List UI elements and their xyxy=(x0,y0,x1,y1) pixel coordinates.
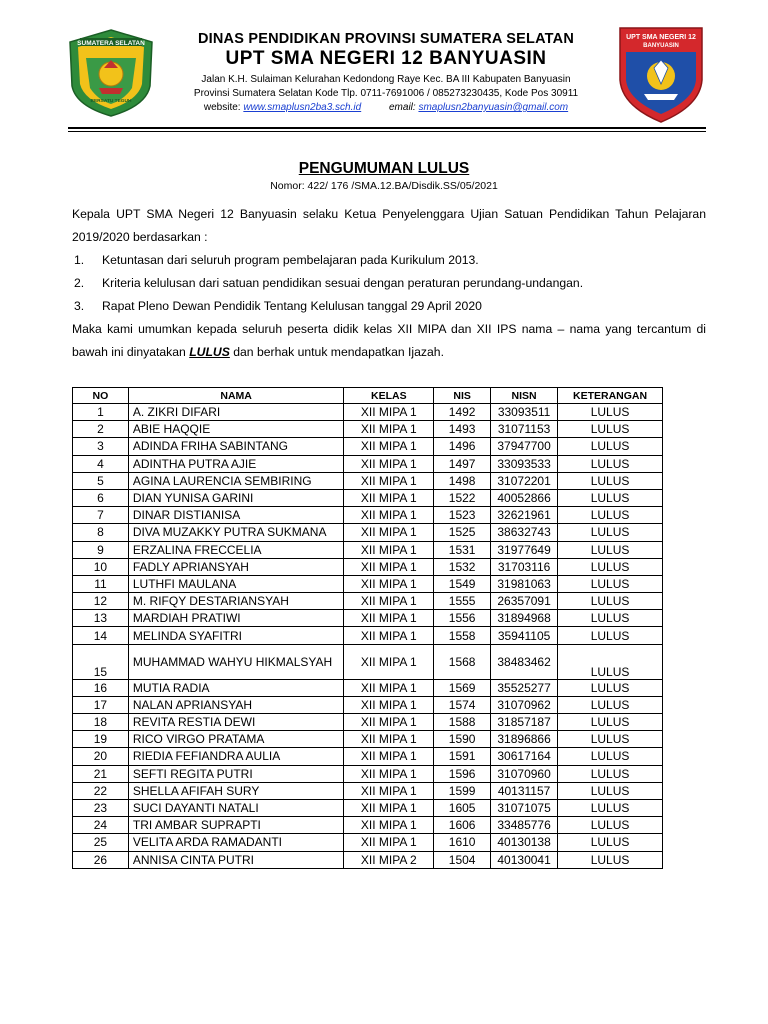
lulus-emphasis: LULUS xyxy=(189,345,230,359)
cell-keterangan: LULUS xyxy=(558,817,663,834)
table-row xyxy=(73,438,663,455)
cell-no: 26 xyxy=(73,851,129,868)
cell-kelas: XII MIPA 1 xyxy=(344,455,434,472)
table-row xyxy=(73,817,663,834)
cell-nisn: 31857187 xyxy=(491,714,558,731)
logo-left-bottom-text: BERSATU TEGUH xyxy=(90,99,132,104)
cell-nisn: 31977649 xyxy=(491,541,558,558)
logo-right-text-line-1: UPT SMA NEGERI 12 xyxy=(626,34,696,41)
table-row xyxy=(73,679,663,696)
cell-no: 15 xyxy=(73,644,129,679)
list-item xyxy=(72,249,706,272)
cell-nis: 1504 xyxy=(434,851,491,868)
website-link[interactable]: www.smaplusn2ba3.sch.id xyxy=(243,102,362,113)
cell-kelas: XII MIPA 1 xyxy=(344,507,434,524)
cell-nisn: 26357091 xyxy=(491,593,558,610)
email-label: email: xyxy=(388,102,416,113)
cell-keterangan: LULUS xyxy=(558,714,663,731)
graduation-table xyxy=(72,387,663,869)
contact-line xyxy=(156,101,616,115)
cell-nis: 1525 xyxy=(434,524,491,541)
cell-keterangan: LULUS xyxy=(558,627,663,644)
cell-nama: RIEDIA FEFIANDRA AULIA xyxy=(128,748,344,765)
list-item-text: Ketuntasan dari seluruh program pembelajaran pada Kurikulum 2013. xyxy=(102,253,479,267)
cell-nama: ADINTHA PUTRA AJIE xyxy=(128,455,344,472)
cell-nis: 1549 xyxy=(434,575,491,592)
cell-nama: SHELLA AFIFAH SURY xyxy=(128,782,344,799)
table-row xyxy=(73,748,663,765)
cell-keterangan: LULUS xyxy=(558,541,663,558)
cell-nama: ADINDA FRIHA SABINTANG xyxy=(128,438,344,455)
cell-no: 6 xyxy=(73,489,129,506)
cell-nama: AGINA LAURENCIA SEMBIRING xyxy=(128,472,344,489)
document-number: Nomor: 422/ 176 /SMA.12.BA/Disdik.SS/05/2021 xyxy=(270,180,498,192)
closing-post: dan berhak untuk mendapatkan Ijazah. xyxy=(229,345,444,359)
cell-nisn: 31703116 xyxy=(491,558,558,575)
cell-kelas: XII MIPA 1 xyxy=(344,817,434,834)
cell-nama: SEFTI REGITA PUTRI xyxy=(128,765,344,782)
cell-keterangan: LULUS xyxy=(558,489,663,506)
logo-left-top-text: SUMATERA SELATAN xyxy=(77,40,145,47)
cell-kelas: XII MIPA 1 xyxy=(344,731,434,748)
cell-nama: DINAR DISTIANISA xyxy=(128,507,344,524)
cell-keterangan: LULUS xyxy=(558,644,663,679)
cell-kelas: XII MIPA 1 xyxy=(344,799,434,816)
list-item-text: Rapat Pleno Dewan Pendidik Tentang Kelulusan tanggal 29 April 2020 xyxy=(102,299,482,313)
cell-nama: TRI AMBAR SUPRAPTI xyxy=(128,817,344,834)
cell-nama: FADLY APRIANSYAH xyxy=(128,558,344,575)
cell-no: 19 xyxy=(73,731,129,748)
cell-nisn: 40131157 xyxy=(491,782,558,799)
cell-kelas: XII MIPA 1 xyxy=(344,541,434,558)
cell-no: 21 xyxy=(73,765,129,782)
table-row xyxy=(73,472,663,489)
cell-nama: NALAN APRIANSYAH xyxy=(128,696,344,713)
cell-nisn: 31071153 xyxy=(491,421,558,438)
cell-nama: MELINDA SYAFITRI xyxy=(128,627,344,644)
cell-kelas: XII MIPA 1 xyxy=(344,765,434,782)
cell-kelas: XII MIPA 1 xyxy=(344,421,434,438)
cell-keterangan: LULUS xyxy=(558,421,663,438)
cell-no: 17 xyxy=(73,696,129,713)
cell-nis: 1555 xyxy=(434,593,491,610)
cell-kelas: XII MIPA 1 xyxy=(344,558,434,575)
cell-nama: A. ZIKRI DIFARI xyxy=(128,404,344,421)
cell-keterangan: LULUS xyxy=(558,575,663,592)
cell-nis: 1492 xyxy=(434,404,491,421)
website-label: website: xyxy=(203,102,241,113)
cell-keterangan: LULUS xyxy=(558,731,663,748)
cell-nisn: 40052866 xyxy=(491,489,558,506)
header-keterangan: KETERANGAN xyxy=(558,388,663,404)
cell-nisn: 40130138 xyxy=(491,834,558,851)
closing-line-2 xyxy=(72,341,706,364)
cell-nama: SUCI DAYANTI NATALI xyxy=(128,799,344,816)
cell-nisn: 31896866 xyxy=(491,731,558,748)
cell-keterangan: LULUS xyxy=(558,524,663,541)
cell-kelas: XII MIPA 1 xyxy=(344,524,434,541)
table-row xyxy=(73,421,663,438)
cell-nis: 1596 xyxy=(434,765,491,782)
cell-no: 5 xyxy=(73,472,129,489)
list-item-number: 1. xyxy=(74,253,85,267)
cell-kelas: XII MIPA 1 xyxy=(344,679,434,696)
cell-keterangan: LULUS xyxy=(558,610,663,627)
cell-nis: 1569 xyxy=(434,679,491,696)
cell-keterangan: LULUS xyxy=(558,593,663,610)
table-row xyxy=(73,696,663,713)
table-row xyxy=(73,507,663,524)
school-shield-emblem-icon xyxy=(614,24,708,124)
email-link[interactable]: smaplusn2banyuasin@gmail.com xyxy=(418,102,569,113)
table-row xyxy=(73,455,663,472)
cell-nis: 1606 xyxy=(434,817,491,834)
header-nama: NAMA xyxy=(128,388,344,404)
header-rule-thin xyxy=(68,131,706,132)
cell-nis: 1591 xyxy=(434,748,491,765)
cell-nama: MARDIAH PRATIWI xyxy=(128,610,344,627)
closing-pre: bawah ini dinyatakan xyxy=(72,345,190,359)
cell-nis: 1556 xyxy=(434,610,491,627)
cell-kelas: XII MIPA 1 xyxy=(344,696,434,713)
cell-kelas: XII MIPA 1 xyxy=(344,610,434,627)
cell-nama: ERZALINA FRECCELIA xyxy=(128,541,344,558)
cell-keterangan: LULUS xyxy=(558,438,663,455)
cell-keterangan: LULUS xyxy=(558,679,663,696)
cell-nisn: 31070960 xyxy=(491,765,558,782)
cell-keterangan: LULUS xyxy=(558,748,663,765)
cell-nama: MUTIA RADIA xyxy=(128,679,344,696)
table-row xyxy=(73,765,663,782)
cell-nisn: 33485776 xyxy=(491,817,558,834)
cell-nis: 1590 xyxy=(434,731,491,748)
header-no: NO xyxy=(73,388,129,404)
cell-nama: REVITA RESTIA DEWI xyxy=(128,714,344,731)
cell-kelas: XII MIPA 1 xyxy=(344,714,434,731)
cell-nis: 1531 xyxy=(434,541,491,558)
cell-nisn: 31070962 xyxy=(491,696,558,713)
cell-nis: 1523 xyxy=(434,507,491,524)
cell-nis: 1532 xyxy=(434,558,491,575)
table-row xyxy=(73,541,663,558)
cell-nis: 1599 xyxy=(434,782,491,799)
cell-nis: 1574 xyxy=(434,696,491,713)
cell-nama: DIVA MUZAKKY PUTRA SUKMANA xyxy=(128,524,344,541)
cell-kelas: XII MIPA 1 xyxy=(344,627,434,644)
table-body xyxy=(73,404,663,869)
list-item-number: 2. xyxy=(74,276,85,290)
cell-nisn: 38483462 xyxy=(491,644,558,679)
cell-kelas: XII MIPA 1 xyxy=(344,575,434,592)
cell-no: 23 xyxy=(73,799,129,816)
cell-nisn: 31071075 xyxy=(491,799,558,816)
cell-kelas: XII MIPA 1 xyxy=(344,472,434,489)
address-line-1: Jalan K.H. Sulaiman Kelurahan Kedondong Raye Kec. BA III Kabupaten Banyuasin xyxy=(201,74,571,85)
table-row xyxy=(73,404,663,421)
cell-kelas: XII MIPA 1 xyxy=(344,489,434,506)
cell-nama: VELITA ARDA RAMADANTI xyxy=(128,834,344,851)
cell-keterangan: LULUS xyxy=(558,455,663,472)
table-row xyxy=(73,782,663,799)
cell-keterangan: LULUS xyxy=(558,558,663,575)
cell-nisn: 32621961 xyxy=(491,507,558,524)
cell-keterangan: LULUS xyxy=(558,696,663,713)
cell-nisn: 33093533 xyxy=(491,455,558,472)
cell-nis: 1493 xyxy=(434,421,491,438)
cell-no: 8 xyxy=(73,524,129,541)
cell-no: 1 xyxy=(73,404,129,421)
cell-kelas: XII MIPA 2 xyxy=(344,851,434,868)
list-item xyxy=(72,272,706,295)
cell-keterangan: LULUS xyxy=(558,404,663,421)
logo-right-text-line-2: BANYUASIN xyxy=(643,43,679,49)
cell-no: 18 xyxy=(73,714,129,731)
cell-no: 10 xyxy=(73,558,129,575)
cell-no: 14 xyxy=(73,627,129,644)
document-body xyxy=(72,203,706,364)
cell-keterangan: LULUS xyxy=(558,472,663,489)
cell-nama: MUHAMMAD WAHYU HIKMALSYAH xyxy=(128,644,344,679)
cell-no: 3 xyxy=(73,438,129,455)
cell-keterangan: LULUS xyxy=(558,507,663,524)
header-rule-thick xyxy=(68,127,706,129)
cell-no: 7 xyxy=(73,507,129,524)
sumatera-selatan-emblem-icon xyxy=(66,28,156,118)
cell-nama: RICO VIRGO PRATAMA xyxy=(128,731,344,748)
cell-no: 22 xyxy=(73,782,129,799)
table-row xyxy=(73,851,663,868)
table-row xyxy=(73,489,663,506)
cell-nama: ANNISA CINTA PUTRI xyxy=(128,851,344,868)
cell-nis: 1588 xyxy=(434,714,491,731)
cell-nis: 1558 xyxy=(434,627,491,644)
intro-line-1: Kepala UPT SMA Negeri 12 Banyuasin selaku Ketua Penyelenggara Ujian Satuan Pendidikan Tahun Pelajaran xyxy=(72,207,706,221)
cell-nisn: 31894968 xyxy=(491,610,558,627)
table-row xyxy=(73,524,663,541)
cell-no: 2 xyxy=(73,421,129,438)
header-kelas: KELAS xyxy=(344,388,434,404)
header-nis: NIS xyxy=(434,388,491,404)
cell-nis: 1498 xyxy=(434,472,491,489)
closing-line-1: Maka kami umumkan kepada seluruh peserta didik kelas XII MIPA dan XII IPS nama – nama yang tercantum di xyxy=(72,322,706,336)
cell-no: 25 xyxy=(73,834,129,851)
cell-nama: ABIE HAQQIE xyxy=(128,421,344,438)
table-row xyxy=(73,558,663,575)
agency-name: DINAS PENDIDIKAN PROVINSI SUMATERA SELATAN xyxy=(197,31,575,47)
list-item-number: 3. xyxy=(74,299,85,313)
cell-no: 20 xyxy=(73,748,129,765)
table-row xyxy=(73,799,663,816)
cell-nisn: 37947700 xyxy=(491,438,558,455)
cell-nisn: 35941105 xyxy=(491,627,558,644)
cell-nisn: 31072201 xyxy=(491,472,558,489)
cell-no: 24 xyxy=(73,817,129,834)
address-line-2: Provinsi Sumatera Selatan Kode Tlp. 0711-7691006 / 085273230435, Kode Pos 30911 xyxy=(193,88,579,99)
table-row xyxy=(73,593,663,610)
cell-kelas: XII MIPA 1 xyxy=(344,438,434,455)
cell-kelas: XII MIPA 1 xyxy=(344,834,434,851)
cell-kelas: XII MIPA 1 xyxy=(344,593,434,610)
letterhead xyxy=(60,22,710,132)
cell-nis: 1610 xyxy=(434,834,491,851)
cell-nisn: 30617164 xyxy=(491,748,558,765)
cell-keterangan: LULUS xyxy=(558,851,663,868)
cell-kelas: XII MIPA 1 xyxy=(344,782,434,799)
cell-nisn: 33093511 xyxy=(491,404,558,421)
table-row xyxy=(73,644,663,679)
letterhead-text xyxy=(156,22,616,115)
cell-nisn: 38632743 xyxy=(491,524,558,541)
cell-nis: 1522 xyxy=(434,489,491,506)
cell-keterangan: LULUS xyxy=(558,799,663,816)
list-item xyxy=(72,295,706,318)
cell-nama: DIAN YUNISA GARINI xyxy=(128,489,344,506)
cell-nama: M. RIFQY DESTARIANSYAH xyxy=(128,593,344,610)
table-row xyxy=(73,834,663,851)
cell-keterangan: LULUS xyxy=(558,834,663,851)
cell-nis: 1496 xyxy=(434,438,491,455)
school-name: UPT SMA NEGERI 12 BANYUASIN xyxy=(225,48,547,69)
cell-nis: 1605 xyxy=(434,799,491,816)
cell-nis: 1568 xyxy=(434,644,491,679)
cell-no: 11 xyxy=(73,575,129,592)
table-header-row xyxy=(73,388,663,404)
cell-kelas: XII MIPA 1 xyxy=(344,644,434,679)
header-nisn: NISN xyxy=(491,388,558,404)
cell-no: 4 xyxy=(73,455,129,472)
document-title: PENGUMUMAN LULUS xyxy=(298,160,470,177)
cell-kelas: XII MIPA 1 xyxy=(344,404,434,421)
list-item-text: Kriteria kelulusan dari satuan pendidikan sesuai dengan peraturan perundang-undangan. xyxy=(102,276,584,290)
table-row xyxy=(73,610,663,627)
cell-no: 16 xyxy=(73,679,129,696)
table-row xyxy=(73,714,663,731)
table-row xyxy=(73,575,663,592)
cell-keterangan: LULUS xyxy=(558,782,663,799)
cell-nama: LUTHFI MAULANA xyxy=(128,575,344,592)
cell-no: 13 xyxy=(73,610,129,627)
cell-nisn: 40130041 xyxy=(491,851,558,868)
cell-no: 9 xyxy=(73,541,129,558)
cell-nisn: 35525277 xyxy=(491,679,558,696)
cell-nisn: 31981063 xyxy=(491,575,558,592)
cell-no: 12 xyxy=(73,593,129,610)
cell-keterangan: LULUS xyxy=(558,765,663,782)
cell-nis: 1497 xyxy=(434,455,491,472)
table-row xyxy=(73,627,663,644)
table-row xyxy=(73,731,663,748)
intro-line-2: 2019/2020 berdasarkan : xyxy=(72,230,208,244)
cell-kelas: XII MIPA 1 xyxy=(344,748,434,765)
